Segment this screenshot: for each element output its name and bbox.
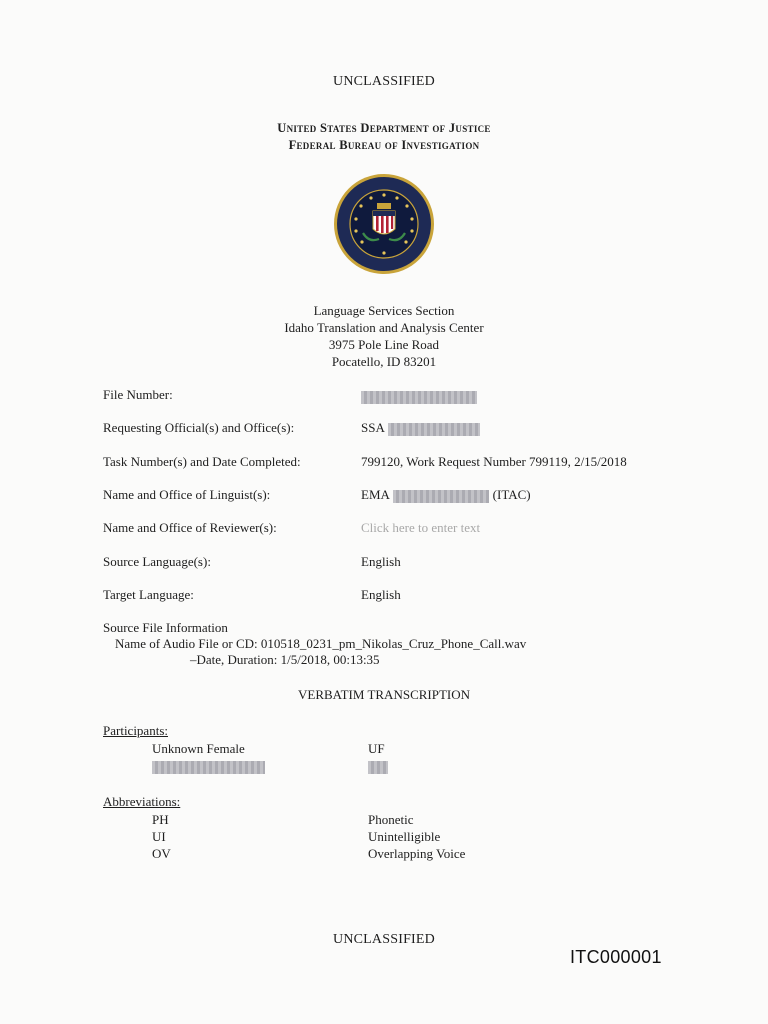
department-name: United States Department of Justice bbox=[277, 121, 491, 135]
redaction-block bbox=[368, 761, 388, 774]
field-value-prefix: EMA bbox=[361, 487, 390, 502]
office-line-3: 3975 Pole Line Road bbox=[328, 337, 440, 352]
field-label: Name and Office of Linguist(s): bbox=[103, 487, 271, 502]
field-label: File Number: bbox=[103, 387, 173, 402]
office-line-4: Pocatello, ID 83201 bbox=[331, 354, 437, 369]
participants-heading: Participants: bbox=[103, 723, 168, 738]
abbreviation-meaning: Overlapping Voice bbox=[368, 846, 466, 861]
field-value bbox=[361, 487, 531, 503]
bureau-name: Federal Bureau of Investigation bbox=[288, 138, 480, 152]
field-value: English bbox=[361, 554, 401, 569]
audio-file-name: Name of Audio File or CD: 010518_0231_pm_Nikolas_Cruz_Phone_Call.wav bbox=[115, 636, 527, 651]
participant-name: Unknown Female bbox=[152, 741, 245, 756]
office-line-1: Language Services Section bbox=[313, 303, 455, 318]
field-label: Source Language(s): bbox=[103, 554, 211, 569]
abbreviations-heading: Abbreviations: bbox=[103, 794, 181, 809]
source-file-heading: Source File Information bbox=[103, 620, 228, 635]
office-line-2: Idaho Translation and Analysis Center bbox=[284, 320, 484, 335]
abbreviation-code: OV bbox=[152, 846, 171, 861]
redaction-block bbox=[152, 761, 265, 774]
abbreviation-code: PH bbox=[152, 812, 169, 827]
audio-file-date-duration: –Date, Duration: 1/5/2018, 00:13:35 bbox=[190, 652, 380, 667]
reviewer-placeholder: Click here to enter text bbox=[361, 520, 481, 535]
fbi-seal-icon bbox=[333, 173, 435, 275]
field-label: Task Number(s) and Date Completed: bbox=[103, 454, 301, 469]
transcription-title: VERBATIM TRANSCRIPTION bbox=[297, 687, 471, 702]
field-value-prefix: SSA bbox=[361, 420, 385, 435]
redaction-block bbox=[388, 423, 480, 436]
field-value-suffix: (ITAC) bbox=[492, 487, 531, 502]
classification-footer: UNCLASSIFIED bbox=[333, 932, 435, 947]
abbreviation-meaning: Unintelligible bbox=[368, 829, 441, 844]
field-value: 799120, Work Request Number 799119, 2/15/2018 bbox=[361, 454, 627, 469]
abbreviation-code: UI bbox=[152, 829, 166, 844]
classification-header: UNCLASSIFIED bbox=[333, 74, 435, 89]
participant-code: UF bbox=[368, 741, 385, 756]
field-label: Name and Office of Reviewer(s): bbox=[103, 520, 277, 535]
field-label: Requesting Official(s) and Office(s): bbox=[103, 420, 295, 435]
field-label: Target Language: bbox=[103, 587, 194, 602]
field-value: English bbox=[361, 587, 401, 602]
redaction-block bbox=[393, 490, 489, 503]
abbreviation-meaning: Phonetic bbox=[368, 812, 414, 827]
field-value bbox=[361, 420, 480, 436]
bates-number: ITC000001 bbox=[570, 947, 662, 967]
field-value bbox=[361, 387, 477, 404]
redaction-block bbox=[361, 391, 477, 404]
